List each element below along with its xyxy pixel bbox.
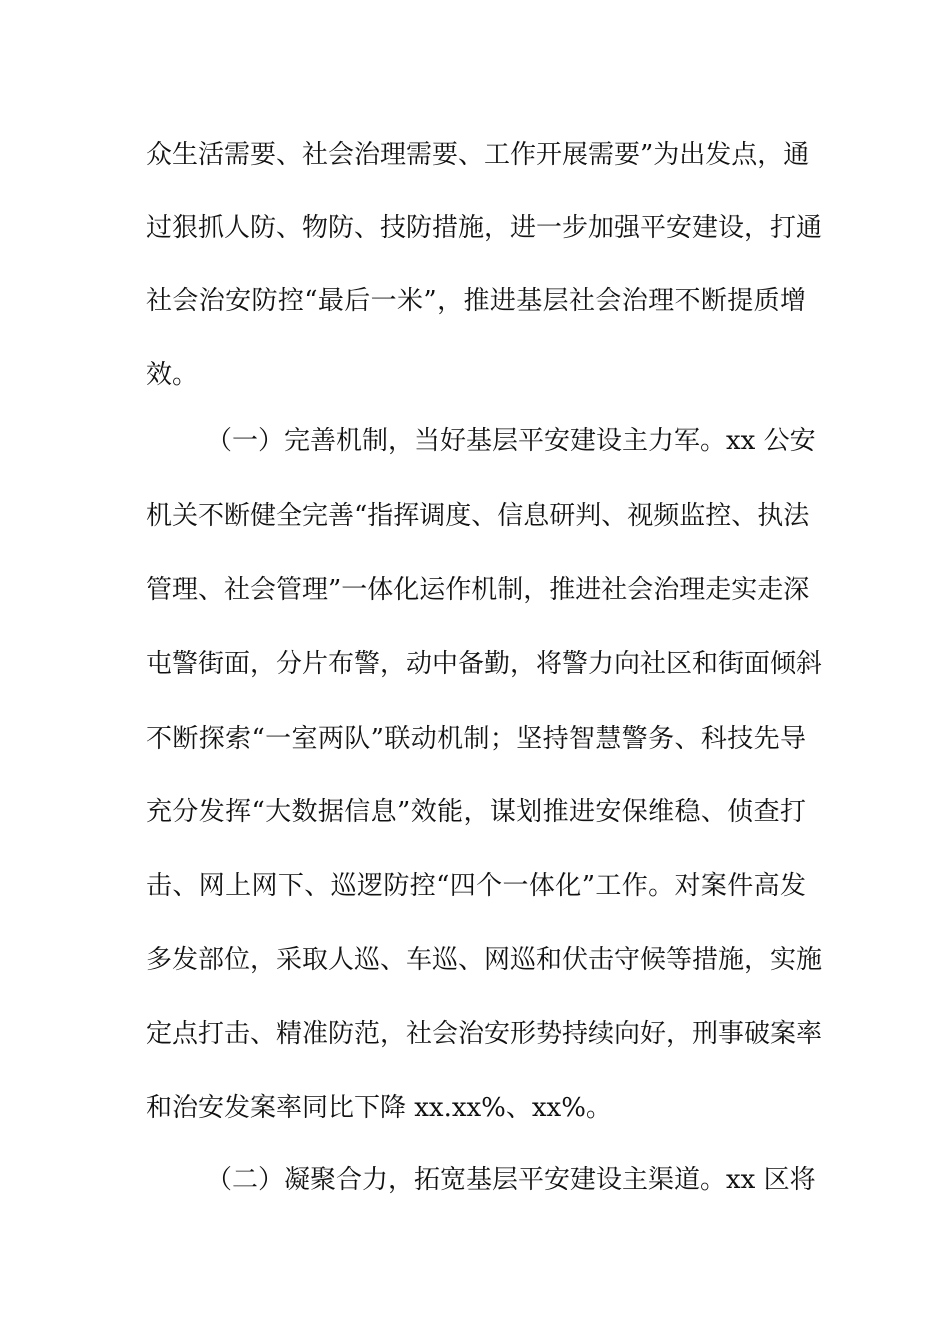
body-text-line: 效。: [146, 360, 199, 390]
body-text-line: 机关不断健全完善“指挥调度、信息研判、视频监控、执法: [146, 501, 810, 531]
body-text-line: 充分发挥“大数据信息”效能，谋划推进安保维稳、侦查打: [146, 797, 806, 827]
body-text-line: 击、网上网下、巡逻防控“四个一体化”工作。对案件高发: [146, 871, 806, 901]
body-text-line: 多发部位，采取人巡、车巡、网巡和伏击守候等措施，实施: [146, 945, 823, 975]
body-text-line: 社会治安防控“最后一米”，推进基层社会治理不断提质增: [146, 286, 806, 316]
body-text-line: 屯警街面，分片布警，动中备勤，将警力向社区和街面倾斜: [146, 649, 823, 679]
body-text-line: 和治安发案率同比下降 xx.xx%、xx%。: [146, 1093, 612, 1123]
body-text-line: 不断探索“一室两队”联动机制；坚持智慧警务、科技先导: [146, 724, 806, 754]
paragraph-heading-line: （一）完善机制，当好基层平安建设主力军。xx 公安: [206, 426, 816, 456]
body-text-line: 定点打击、精准防范，社会治安形势持续向好，刑事破案率: [146, 1019, 823, 1049]
body-text-line: 过狠抓人防、物防、技防措施，进一步加强平安建设，打通: [146, 213, 823, 243]
body-text-line: 众生活需要、社会治理需要、工作开展需要”为出发点，通: [146, 140, 810, 170]
body-text-line: 管理、社会管理”一体化运作机制，推进社会治理走实走深: [146, 575, 810, 605]
paragraph-heading-line: （二）凝聚合力，拓宽基层平安建设主渠道。xx 区将: [206, 1165, 816, 1195]
